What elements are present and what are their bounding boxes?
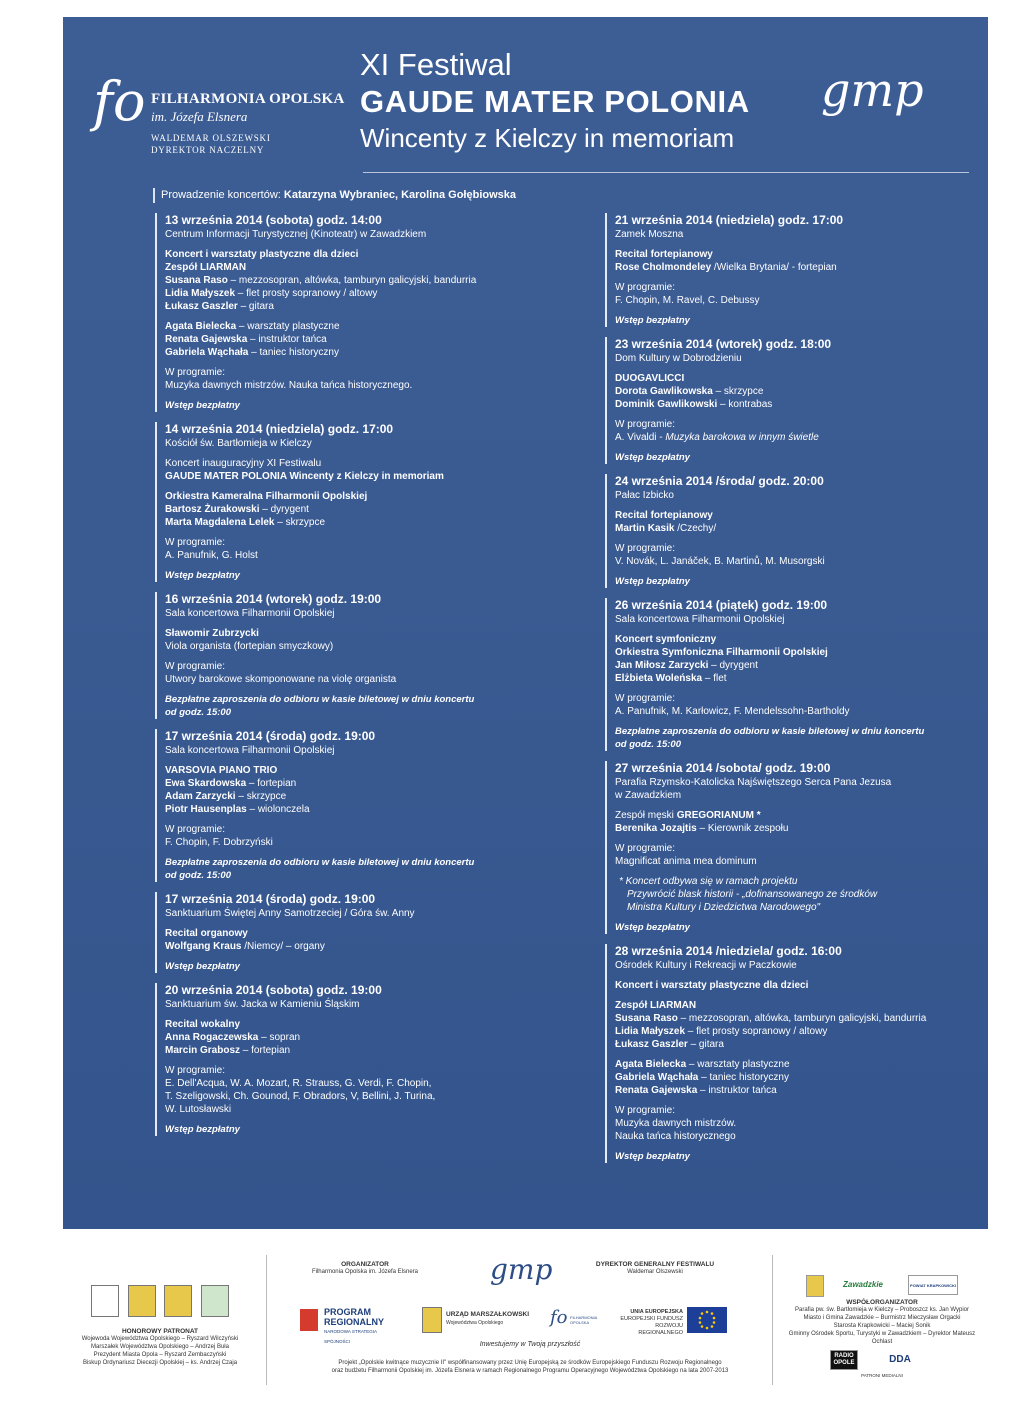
parish-emblem-icon [806,1275,824,1297]
eu-logo: UNIA EUROPEJSKA EUROPEJSKI FUNDUSZ ROZWOJU REGIONALNEGO [615,1307,735,1335]
radio-opole-logo: RADIO OPOLE [830,1350,858,1370]
diocese-emblem-icon [201,1285,229,1317]
performer: Gabriela Wąchała – taniec historyczny [165,347,339,358]
event-block [605,944,985,1163]
co-organizer-label: WSPÓŁORGANIZATOR [846,1299,918,1306]
event-ensemble: DUOGAVLICCI [615,373,685,384]
program-label: W programie: [615,843,676,854]
event-date: 20 września 2014 (sobota) godz. 19:00 [165,983,382,997]
event-venue: Centrum Informacji Turystycznej (Kinoteatr) w Zawadzkiem [165,229,427,240]
footer-divider [266,1255,267,1385]
festival-title [360,48,750,154]
event-title: Koncert inauguracyjny XI Festiwalu [165,458,322,469]
event-venue: Sala koncertowa Filharmonii Opolskiej [165,745,335,756]
eagle-emblem-icon [91,1285,119,1317]
event-block [605,213,985,327]
program-text: Muzyka dawnych mistrzów. Nauka tańca historycznego. [165,380,413,391]
event-date: 24 września 2014 /środa/ godz. 20:00 [615,474,824,488]
event-date: 14 września 2014 (niedziela) godz. 17:00 [165,422,394,436]
program-text: F. Chopin, M. Ravel, C. Debussy [615,295,760,306]
performer: Adam Zarzycki – skrzypce [165,791,287,802]
event-block [605,761,985,934]
event-venue: Dom Kultury w Dobrodzieniu [615,353,742,364]
event-block [605,474,985,588]
fo-monogram-icon: fo [550,1307,568,1328]
media-patrons-label: PATRONI MEDIALNI [861,1373,903,1378]
event-block [155,892,585,973]
program-text: A. Panufnik, M. Karłowicz, F. Mendelssohn-Bartholdy [615,706,850,717]
event-date: 17 września 2014 (środa) godz. 19:00 [165,729,376,743]
performer: Renata Gajewska – instruktor tańca [165,334,327,345]
event-venue: Parafia Rzymsko-Katolicka Najświętszego Serca Pana Jezusa [615,777,892,788]
event-title: Recital organowy [165,928,248,939]
footnote: Przywrócić blask historii - „dofinansowanego ze środków [627,889,878,900]
performer: Dorota Gawlikowska – skrzypce [615,386,764,397]
eu-flag-icon [687,1307,727,1333]
program-regionalny-logo: PROGRAM REGIONALNY NARODOWA STRATEGIA SPÓJNOŚCI [300,1307,400,1335]
performer: Martin Kasik /Czechy/ [615,523,717,534]
director-label: DYREKTOR GENERALNY FESTIWALU [595,1261,715,1268]
event-block [605,337,985,464]
event-ensemble: Zespół LIARMAN [165,262,247,273]
event-venue: Zamek Moszna [615,229,684,240]
program-text: Magnificat anima mea dominum [615,856,757,867]
performer: Łukasz Gaszler – gitara [615,1039,724,1050]
performer: Bartosz Żurakowski – dyrygent [165,504,309,515]
performer: Agata Bielecka – warsztaty plastyczne [615,1059,790,1070]
festival-name: GAUDE MATER POLONIA [360,84,750,119]
event-venue: Sanktuarium Świętej Anny Samotrzeciej / Góra św. Anny [165,908,415,919]
event-block [155,983,585,1136]
event-block [155,422,585,582]
performer: Susana Raso – mezzosopran, altówka, tamburyn galicyjski, bandurria [165,275,477,286]
festival-subtitle: Wincenty z Kielczy in memoriam [360,123,735,153]
co-logos-row [782,1273,982,1299]
program-label: W programie: [165,367,226,378]
event-ensemble: Orkiestra Kameralna Filharmonii Opolskiej [165,491,368,502]
footer-divider [772,1255,773,1385]
admission-note: Wstęp bezpłatny [165,400,240,411]
event-venue: Ośrodek Kultury i Rekreacji w Paczkowie [615,960,797,971]
instrument: Viola organista (fortepian smyczkowy) [165,641,334,652]
media-logos-row [782,1350,982,1372]
admission-note: Wstęp bezpłatny [615,315,690,326]
program-text: A. Panufnik, G. Holst [165,550,258,561]
performer: Sławomir Zubrzycki [165,628,259,639]
hosts-line [153,188,516,203]
admission-note: Bezpłatne zaproszenia do odbioru w kasie biletowej w dniu koncertu [165,857,475,868]
program-text: Utwory barokowe skomponowane na violę organista [165,674,397,685]
fo-monogram-icon: fo [93,70,146,133]
program-label: W programie: [165,824,226,835]
program-label: W programie: [165,1065,226,1076]
performer: Łukasz Gaszler – gitara [165,301,274,312]
event-date: 13 września 2014 (sobota) godz. 14:00 [165,213,382,227]
patron-label: HONOROWY PATRONAT [121,1328,199,1335]
event-venue: Sanktuarium św. Jacka w Kamieniu Śląskim [165,999,360,1010]
event-date: 28 września 2014 /niedziela/ godz. 16:00 [615,944,842,958]
performer: Marcin Grabosz – fortepian [165,1045,291,1056]
event-venue: Kościół św. Bartłomieja w Kielczy [165,438,312,449]
performer: Elżbieta Woleńska – flet [615,673,727,684]
performer: Lidia Małyszek – flet prosty sopranowy / altowy [165,288,378,299]
program-label: W programie: [615,543,676,554]
co-organizer-section: Zawadzkie POWIAT KRAPKOWICKI WSPÓŁORGANIZATOR Parafia pw. św. Bartłomieja w Kielczy – Proboszcz ks. Jan Wypior Miasto i Gmina Zawadzkie – Burmistrz Mieczysław Orgacki Starosta Krapkowicki – Maciej Sonik Gminny Ośrodek Sportu, Turystyki w Zawadzkiem – Dyrektor Mateusz Ochlast RADIO OPOLE DDA PATRONI MEDIALNI [782,1273,982,1380]
performer: Gabriela Wąchała – taniec historyczny [615,1072,789,1083]
program-label: W programie: [615,693,676,704]
performer: Dominik Gawlikowski – kontrabas [615,399,773,410]
invest-slogan: Inwestujemy w Twoją przyszłość [479,1341,581,1348]
event-ensemble: Orkiestra Symfoniczna Filharmonii Opolskiej [615,647,828,658]
patron-line: Marszałek Województwa Opolskiego – Andrzej Buła [91,1344,229,1350]
dda-logo: DDA [889,1353,911,1365]
voivodeship-emblem-icon [128,1285,156,1317]
hosts-label: Prowadzenie koncertów: [161,189,281,201]
events-right-column [605,213,985,1173]
header-divider [363,172,969,173]
event-title: Recital fortepianowy [615,510,713,521]
program-text: A. Vivaldi - Muzyka barokowa w innym świetle [615,432,819,443]
coat-of-arms-row [60,1285,260,1322]
event-date: 26 września 2014 (piątek) godz. 19:00 [615,598,828,612]
event-ensemble: Zespół męski GREGORIANUM * [615,810,761,821]
performer: Agata Bielecka – warsztaty plastyczne [165,321,340,332]
program-text: W. Lutosławski [165,1104,232,1115]
performer: Ewa Skardowska – fortepian [165,778,297,789]
event-block [155,592,585,719]
event-title: Recital fortepianowy [615,249,713,260]
hosts-names: Katarzyna Wybraniec, Karolina Gołębiowska [283,189,517,201]
organizer-block [290,1261,440,1276]
patron-line: Prezydent Miasta Opola – Ryszard Zembaczyński [93,1352,227,1358]
footnote: Ministra Kultury i Dziedzictwa Narodowego" [627,902,821,913]
event-title: Koncert symfoniczny [615,634,717,645]
event-date: 27 września 2014 /sobota/ godz. 19:00 [615,761,831,775]
event-date: 23 września 2014 (wtorek) godz. 18:00 [615,337,832,351]
event-date: 17 września 2014 (środa) godz. 19:00 [165,892,376,906]
patronage-section [60,1285,260,1367]
admission-note: Bezpłatne zaproszenia do odbioru w kasie biletowej w dniu koncertu [615,726,925,737]
performer: Piotr Hausenplas – wiolonczela [165,804,310,815]
director-block [580,1261,730,1276]
event-ensemble: Zespół LIARMAN [615,1000,697,1011]
program-text: Muzyka dawnych mistrzów. [615,1118,737,1129]
event-ensemble: VARSOVIA PIANO TRIO [165,765,278,776]
events-left-column [155,213,585,1146]
event-block [155,213,585,412]
program-text: F. Chopin, F. Dobrzyński [165,837,273,848]
event-block [155,729,585,882]
event-venue: Sala koncertowa Filharmonii Opolskiej [165,608,335,619]
admission-note: Wstęp bezpłatny [165,570,240,581]
program-text: V. Novák, L. Janáček, B. Martinů, M. Musorgski [615,556,825,567]
event-venue: w Zawadzkiem [615,790,682,801]
patron-line: Biskup Ordynariusz Diecezji Opolskiej – ks. Andrzej Czaja [82,1360,238,1366]
philharmonic-director: WALDEMAR OLSZEWSKI [151,133,271,143]
event-title: Koncert i warsztaty plastyczne dla dzieci [615,980,809,991]
event-title: GAUDE MATER POLONIA Wincenty z Kielczy in memoriam [165,471,444,482]
flag-icon [300,1309,318,1331]
performer: Renata Gajewska – instruktor tańca [615,1085,777,1096]
organizer-label: ORGANIZATOR [341,1261,389,1268]
admission-note-time: od godz. 15:00 [615,739,681,750]
event-date: 16 września 2014 (wtorek) godz. 19:00 [165,592,382,606]
sponsors-footer [60,1255,985,1385]
performer: Lidia Małyszek – flet prosty sopranowy / altowy [615,1026,828,1037]
admission-note: Wstęp bezpłatny [615,922,690,933]
performer: Anna Rogaczewska – sopran [165,1032,301,1043]
event-venue: Sala koncertowa Filharmonii Opolskiej [615,614,785,625]
admission-note: Wstęp bezpłatny [615,452,690,463]
philharmonic-name: FILHARMONIA OPOLSKA [151,91,345,107]
admission-note-time: od godz. 15:00 [165,870,231,881]
director-name: Waldemar Olszewski [627,1269,683,1275]
program-label: W programie: [615,282,676,293]
philharmonic-logo [93,70,345,185]
urzad-logo: URZĄD MARSZAŁKOWSKI Województwa Opolskiego [422,1307,532,1335]
organizer-name: Filharmonia Opolska im. Józefa Elsnera [311,1269,419,1275]
patron-line: Wojewoda Województwa Opolskiego – Ryszard Wilczyński [81,1336,239,1342]
event-title: Recital wokalny [165,1019,241,1030]
program-text: E. Dell'Acqua, W. A. Mozart, R. Strauss, G. Verdi, F. Chopin, [165,1078,432,1089]
festival-edition: XI Festiwal [360,47,512,82]
footnote: * Koncert odbywa się w ramach projektu [619,876,798,887]
philharmonic-subtitle: im. Józefa Elsnera [151,109,248,124]
admission-note: Wstęp bezpłatny [615,1151,690,1162]
gmp-logo-icon: gmp [821,63,924,117]
admission-note-time: od godz. 15:00 [165,707,231,718]
program-label: W programie: [615,1105,676,1116]
event-venue: Pałac Izbicko [615,490,674,501]
event-block [605,598,985,751]
gmp-footer-logo-icon: gmp [490,1253,553,1286]
performer: Rose Cholmondeley /Wielka Brytania/ - fortepian [615,262,837,273]
project-note: Projekt „Opolskie kwitnące muzycznie II" współfinansowany przez Unię Europejską ze środków Europejskiego Funduszu Rozwoju Regionalnego oraz budżetu Filharmonii Opolskiej im. Józefa Elsnera w ramach Regionalnego Programu Operacyjnego Województwa Opolskiego na lata 2007-2013 [331,1360,729,1374]
performer: Jan Miłosz Zarzycki – dyrygent [615,660,758,671]
performer: Wolfgang Kraus /Niemcy/ – organy [165,941,325,952]
admission-note: Bezpłatne zaproszenia do odbioru w kasie biletowej w dniu koncertu [165,694,475,705]
program-label: W programie: [615,419,676,430]
program-text: Nauka tańca historycznego [615,1131,736,1142]
zawadzkie-logo: Zawadzkie [842,1279,883,1289]
admission-note: Wstęp bezpłatny [165,1124,240,1135]
program-label: W programie: [165,661,226,672]
admission-note: Wstęp bezpłatny [165,961,240,972]
voivodeship-emblem-icon [422,1307,442,1333]
performer: Marta Magdalena Lelek – skrzypce [165,517,326,528]
poster-panel [63,17,988,1229]
powiat-logo: POWIAT KRAPKOWICKI [908,1275,958,1295]
event-date: 21 września 2014 (niedziela) godz. 17:00 [615,213,844,227]
performer: Susana Raso – mezzosopran, altówka, tamburyn galicyjski, bandurria [615,1013,927,1024]
program-label: W programie: [165,537,226,548]
event-title: Koncert i warsztaty plastyczne dla dzieci [165,249,359,260]
performer: Berenika Jozajtis – Kierownik zespołu [615,823,789,834]
program-text: T. Szeligowski, Ch. Gounod, F. Obradors, V, Bellini, J. Turina, [165,1091,436,1102]
admission-note: Wstęp bezpłatny [615,576,690,587]
city-emblem-icon [164,1285,192,1317]
philharmonic-director-role: DYREKTOR NACZELNY [151,145,265,155]
fo-small-logo: fo FILHARMONIA OPOLSKA [550,1307,598,1328]
